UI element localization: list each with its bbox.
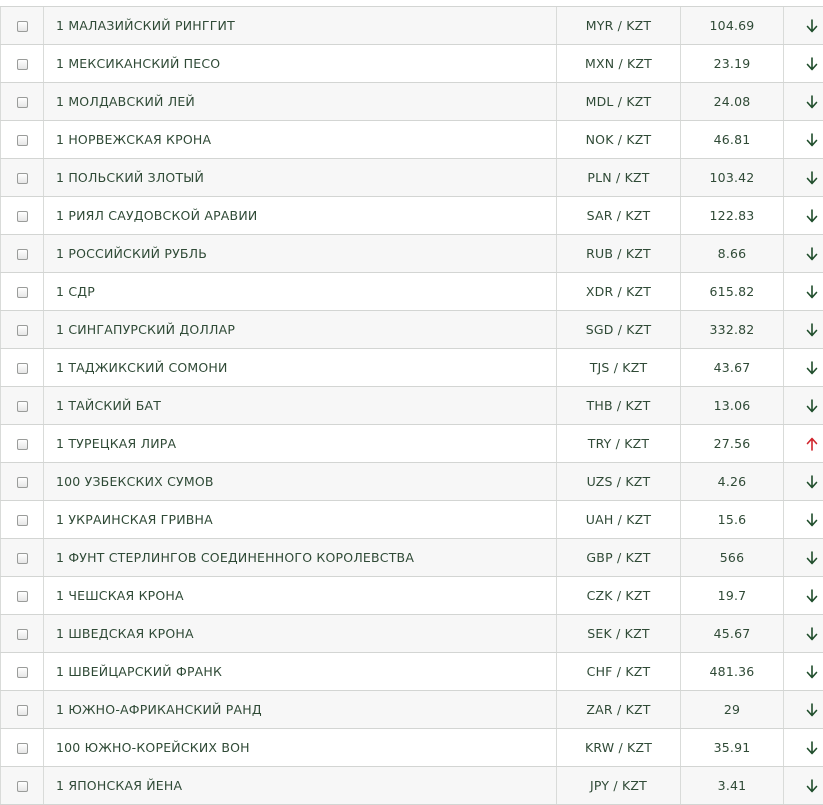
currency-pair: THB / KZT — [557, 387, 681, 425]
row-select-cell — [1, 83, 44, 121]
arrow-down-icon — [805, 208, 819, 224]
row-checkbox[interactable] — [17, 781, 28, 792]
row-checkbox[interactable] — [17, 59, 28, 70]
row-select-cell — [1, 577, 44, 615]
row-checkbox[interactable] — [17, 249, 28, 260]
table-row-krw — [1, 729, 823, 767]
currency-name: 1 МАЛАЗИЙСКИЙ РИНГГИТ — [44, 7, 557, 45]
trend-cell — [784, 767, 823, 805]
row-select-cell — [1, 501, 44, 539]
row-select-cell — [1, 235, 44, 273]
row-select-cell — [1, 463, 44, 501]
currency-pair: JPY / KZT — [557, 767, 681, 805]
row-select-cell — [1, 121, 44, 159]
exchange-rate: 566 — [681, 539, 784, 577]
trend-cell — [784, 159, 823, 197]
table-row-pln — [1, 159, 823, 197]
row-select-cell — [1, 7, 44, 45]
trend-cell — [784, 501, 823, 539]
row-select-cell — [1, 45, 44, 83]
arrow-down-icon — [805, 56, 819, 72]
exchange-rate: 4.26 — [681, 463, 784, 501]
exchange-rate: 104.69 — [681, 7, 784, 45]
table-row-mxn — [1, 45, 823, 83]
exchange-rate: 103.42 — [681, 159, 784, 197]
currency-name: 1 ТУРЕЦКАЯ ЛИРА — [44, 425, 557, 463]
row-checkbox[interactable] — [17, 591, 28, 602]
currency-name: 1 УКРАИНСКАЯ ГРИВНА — [44, 501, 557, 539]
row-checkbox[interactable] — [17, 515, 28, 526]
currency-name: 1 ЯПОНСКАЯ ЙЕНА — [44, 767, 557, 805]
row-select-cell — [1, 349, 44, 387]
trend-cell — [784, 197, 823, 235]
arrow-down-icon — [805, 512, 819, 528]
row-checkbox[interactable] — [17, 439, 28, 450]
currency-pair: TJS / KZT — [557, 349, 681, 387]
trend-cell — [784, 83, 823, 121]
table-row-try — [1, 425, 823, 463]
exchange-rate: 122.83 — [681, 197, 784, 235]
row-select-cell — [1, 767, 44, 805]
arrow-down-icon — [805, 284, 819, 300]
trend-cell — [784, 653, 823, 691]
currency-name: 1 РОССИЙСКИЙ РУБЛЬ — [44, 235, 557, 273]
currency-pair: CHF / KZT — [557, 653, 681, 691]
table-row-uah — [1, 501, 823, 539]
table-row-sgd — [1, 311, 823, 349]
row-select-cell — [1, 159, 44, 197]
exchange-rate: 46.81 — [681, 121, 784, 159]
arrow-down-icon — [805, 398, 819, 414]
row-select-cell — [1, 539, 44, 577]
currency-pair: TRY / KZT — [557, 425, 681, 463]
exchange-rate: 332.82 — [681, 311, 784, 349]
arrow-down-icon — [805, 474, 819, 490]
arrow-down-icon — [805, 664, 819, 680]
exchange-rate: 23.19 — [681, 45, 784, 83]
table-row-gbp — [1, 539, 823, 577]
currency-name: 1 ШВЕЙЦАРСКИЙ ФРАНК — [44, 653, 557, 691]
trend-cell — [784, 387, 823, 425]
currency-name: 1 МОЛДАВСКИЙ ЛЕЙ — [44, 83, 557, 121]
arrow-down-icon — [805, 626, 819, 642]
currency-name: 100 УЗБЕКСКИХ СУМОВ — [44, 463, 557, 501]
row-checkbox[interactable] — [17, 97, 28, 108]
table-row-zar — [1, 691, 823, 729]
arrow-down-icon — [805, 132, 819, 148]
table-row-sar — [1, 197, 823, 235]
currency-name: 1 ШВЕДСКАЯ КРОНА — [44, 615, 557, 653]
trend-cell — [784, 425, 823, 463]
arrow-down-icon — [805, 360, 819, 376]
table-row-tjs — [1, 349, 823, 387]
currency-name: 1 НОРВЕЖСКАЯ КРОНА — [44, 121, 557, 159]
exchange-rate: 45.67 — [681, 615, 784, 653]
table-row-myr — [1, 7, 823, 45]
table-row-sek — [1, 615, 823, 653]
currency-pair: KRW / KZT — [557, 729, 681, 767]
currency-rates-table — [0, 6, 823, 805]
row-checkbox[interactable] — [17, 287, 28, 298]
currency-name: 1 ЮЖНО-АФРИКАНСКИЙ РАНД — [44, 691, 557, 729]
currency-pair: NOK / KZT — [557, 121, 681, 159]
arrow-down-icon — [805, 322, 819, 338]
row-select-cell — [1, 653, 44, 691]
exchange-rate: 3.41 — [681, 767, 784, 805]
table-row-nok — [1, 121, 823, 159]
trend-cell — [784, 45, 823, 83]
row-checkbox[interactable] — [17, 553, 28, 564]
table-row-xdr — [1, 273, 823, 311]
row-select-cell — [1, 425, 44, 463]
currency-pair: GBP / KZT — [557, 539, 681, 577]
row-checkbox[interactable] — [17, 173, 28, 184]
currency-pair: SGD / KZT — [557, 311, 681, 349]
exchange-rate: 43.67 — [681, 349, 784, 387]
currency-pair: UZS / KZT — [557, 463, 681, 501]
exchange-rate: 29 — [681, 691, 784, 729]
trend-cell — [784, 615, 823, 653]
arrow-down-icon — [805, 246, 819, 262]
exchange-rate: 27.56 — [681, 425, 784, 463]
exchange-rate: 13.06 — [681, 387, 784, 425]
exchange-rate: 35.91 — [681, 729, 784, 767]
currency-pair: SEK / KZT — [557, 615, 681, 653]
currency-pair: CZK / KZT — [557, 577, 681, 615]
currency-pair: RUB / KZT — [557, 235, 681, 273]
row-select-cell — [1, 615, 44, 653]
trend-cell — [784, 121, 823, 159]
row-select-cell — [1, 311, 44, 349]
trend-cell — [784, 349, 823, 387]
row-checkbox[interactable] — [17, 667, 28, 678]
arrow-down-icon — [805, 94, 819, 110]
row-checkbox[interactable] — [17, 211, 28, 222]
currency-name: 1 РИЯЛ САУДОВСКОЙ АРАВИИ — [44, 197, 557, 235]
trend-cell — [784, 539, 823, 577]
exchange-rate: 24.08 — [681, 83, 784, 121]
currency-name: 1 СИНГАПУРСКИЙ ДОЛЛАР — [44, 311, 557, 349]
row-checkbox[interactable] — [17, 477, 28, 488]
table-row-uzs — [1, 463, 823, 501]
exchange-rate: 615.82 — [681, 273, 784, 311]
currency-pair: MXN / KZT — [557, 45, 681, 83]
exchange-rate: 15.6 — [681, 501, 784, 539]
table-row-czk — [1, 577, 823, 615]
row-checkbox[interactable] — [17, 135, 28, 146]
table-row-chf — [1, 653, 823, 691]
exchange-rate: 8.66 — [681, 235, 784, 273]
trend-cell — [784, 463, 823, 501]
row-select-cell — [1, 387, 44, 425]
table-row-rub — [1, 235, 823, 273]
trend-cell — [784, 273, 823, 311]
table-row-jpy — [1, 767, 823, 805]
trend-cell — [784, 7, 823, 45]
table-row-thb — [1, 387, 823, 425]
arrow-down-icon — [805, 588, 819, 604]
row-select-cell — [1, 691, 44, 729]
row-select-cell — [1, 197, 44, 235]
currency-pair: PLN / KZT — [557, 159, 681, 197]
arrow-down-icon — [805, 18, 819, 34]
currency-pair: UAH / KZT — [557, 501, 681, 539]
exchange-rate: 19.7 — [681, 577, 784, 615]
trend-cell — [784, 729, 823, 767]
currency-pair: SAR / KZT — [557, 197, 681, 235]
exchange-rate: 481.36 — [681, 653, 784, 691]
currency-name: 100 ЮЖНО-КОРЕЙСКИХ ВОН — [44, 729, 557, 767]
row-checkbox[interactable] — [17, 21, 28, 32]
currency-name: 1 ТАЙСКИЙ БАТ — [44, 387, 557, 425]
table-row-mdl — [1, 83, 823, 121]
trend-cell — [784, 235, 823, 273]
currency-pair: MYR / KZT — [557, 7, 681, 45]
arrow-up-icon — [805, 436, 819, 452]
arrow-down-icon — [805, 550, 819, 566]
row-checkbox[interactable] — [17, 705, 28, 716]
currency-name: 1 МЕКСИКАНСКИЙ ПЕСО — [44, 45, 557, 83]
currency-name: 1 ФУНТ СТЕРЛИНГОВ СОЕДИНЕННОГО КОРОЛЕВСТВА — [44, 539, 557, 577]
row-checkbox[interactable] — [17, 743, 28, 754]
row-checkbox[interactable] — [17, 629, 28, 640]
arrow-down-icon — [805, 740, 819, 756]
currency-name: 1 СДР — [44, 273, 557, 311]
currency-pair: MDL / KZT — [557, 83, 681, 121]
trend-cell — [784, 311, 823, 349]
row-select-cell — [1, 273, 44, 311]
row-select-cell — [1, 729, 44, 767]
row-checkbox[interactable] — [17, 363, 28, 374]
rates-table-body — [1, 7, 823, 805]
arrow-down-icon — [805, 170, 819, 186]
arrow-down-icon — [805, 778, 819, 794]
currency-pair: XDR / KZT — [557, 273, 681, 311]
trend-cell — [784, 577, 823, 615]
trend-cell — [784, 691, 823, 729]
arrow-down-icon — [805, 702, 819, 718]
currency-pair: ZAR / KZT — [557, 691, 681, 729]
currency-name: 1 ПОЛЬСКИЙ ЗЛОТЫЙ — [44, 159, 557, 197]
currency-name: 1 ЧЕШСКАЯ КРОНА — [44, 577, 557, 615]
currency-name: 1 ТАДЖИКСКИЙ СОМОНИ — [44, 349, 557, 387]
row-checkbox[interactable] — [17, 401, 28, 412]
row-checkbox[interactable] — [17, 325, 28, 336]
